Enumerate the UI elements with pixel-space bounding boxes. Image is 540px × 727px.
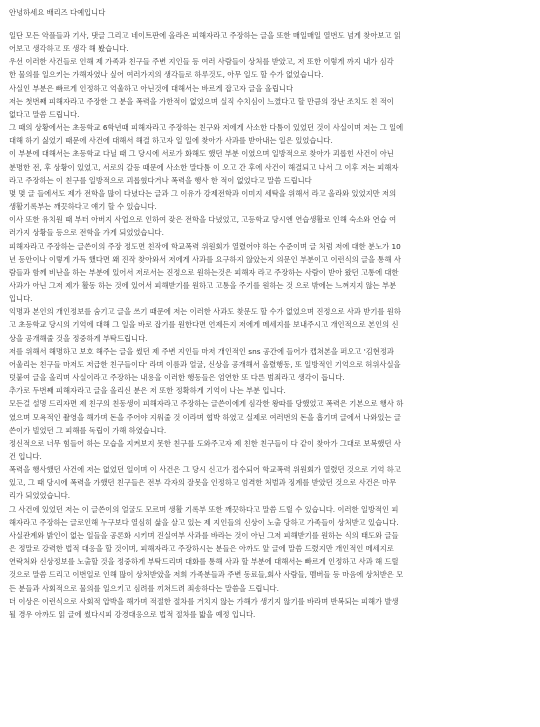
- body-line: 익명과 본인의 개인정보를 숨기고 글을 쓰기 때문에 저는 이러한 사과도 찾문도 할 수가 없었으며 진정으로 사과 받기를 원하: [9, 307, 401, 317]
- body-line: 사실관계와 밝인이 없는 일들을 공론화 시키며 진실여부 사과를 바라는 것이 아닌 그저 피해받기를 원하는 식의 태도와 글들: [9, 530, 399, 540]
- body-line: 것으로 말씀 드리고 이번일로 인해 많이 상처받았을 저희 가족분들과 주변 동료들,회사 사람들, 멤버들 등 마음에 상처받은 모: [9, 570, 404, 580]
- body-line: 해자라고 주장하는 글로인해 누구보다 열심히 삶을 살고 있는 제 지인들의 신상이 노출 당하고 가족들이 상처받고 있습니다.: [9, 517, 399, 527]
- body-line: 추가로 두번째 피해자라고 글을 올리신 분은 저 또한 정확하게 기억이 나는 부분 입니다.: [9, 386, 286, 396]
- body-line: 고 초등학교 당시의 기억에 대해 그 일을 바로 잡기를 원한다면 언제든지 저에게 메세지를 보내주시고 개인적으로 본인의 신: [9, 320, 399, 330]
- body-line: 건 입니다.: [9, 452, 42, 461]
- body-line: 이사 또한 유치원 때 부터 아버지 사업으로 인하여 잦은 전학을 다녔었고, 고등학교 당시엔 연습생활로 인해 숙소와 연습 여: [9, 215, 397, 225]
- body-line: 될 경우 아까도 읽 글에 썼다시피 강경대응으로 법적 절차를 밟을 예정 입니다.: [9, 609, 256, 619]
- body-line: 저를 위해서 해명하고 보호 해주는 글을 썼던 제 주변 지인들 마저 개인적인 sns 공간에 들어가 캡쳐본을 퍼오고 '김현정과: [9, 346, 394, 356]
- body-line: 폭력을 행사했던 사건에 저는 없었던 일이며 이 사건은 그 당시 신고가 접수되어 학교폭력 위원회가 열렸던 것으로 기억 하고: [9, 465, 401, 475]
- body-line: 였으며 모욕적인 촬영을 해가며 돈을 주어야 지워줄 것 이라며 협박 하였고 실제로 여러번의 돈을 흡기며 글에서 나와있는 글: [9, 412, 401, 422]
- body-line: 우선 이러한 사건들로 인해 제 가족과 친구들 주변 지인들 등 여러 사람들이 상처를 받았고, 저 또한 이렇게 까지 내가 심각: [9, 57, 394, 67]
- statement-body: [9, 29, 531, 621]
- body-line: 든 분들과 사회적으로 물의를 일으키고 심려를 끼쳐드려 죄송하다는 말씀을 드립니다.: [9, 583, 279, 593]
- body-line: 피해자라고 주장하는 글쓴이의 주장 정도면 친작에 학교폭력 위원회가 열렸어야 하는 수준이며 글 처럼 저에 대한 분노가 10: [9, 241, 401, 251]
- body-line: 그 때의 상황에서는 초등학교 6학년때 피해자라고 주장하는 친구와 저에게 사소한 다툼이 있었던 것이 사실이며 저는 그 일에: [9, 123, 404, 133]
- body-line: 대해 하기 싫었기 때문에 사건에 대해서 해결 하고자 일 일에 찾아가 사과를 받아내는 일은 있었습니다.: [9, 136, 333, 146]
- body-line: 정신적으로 너무 힘들어 하는 모습을 지켜보지 못한 친구를 도와주고자 제 친한 친구들이 다 같이 찾아가 그대로 보복했던 사: [9, 438, 401, 448]
- body-line: 리가 되었었습니다.: [9, 491, 71, 501]
- body-line: 쓴이가 빌었던 그 피해를 독립이 가해 하였습니다.: [9, 425, 167, 435]
- body-line: 입니다.: [9, 294, 33, 304]
- body-line: 덧붙여 글을 올리며 사실이라고 주장하는 내용을 이러한 행동들은 엄연한 또 다른 범죄라고 생각이 듭니다.: [9, 373, 345, 383]
- body-line: 사과가 아닌 그저 제가 활동 하는 것에 있어서 피해받기를 원하고 고통을 주기를 원하는 것 으로 밖에는 느껴지지 않는 부분: [9, 280, 397, 290]
- body-line: 몇 몇 글 들에서도 제가 전학을 많이 다녔다는 글과 그 이유가 강제전학과 이미지 세탁을 위해서 라고 올라와 있었지만 저의: [9, 188, 397, 198]
- body-line: 생활기록부는 깨끗하다고 얘기 할 수 있습니다.: [9, 202, 157, 212]
- body-line: 어울리는 친구들 마저도 저급한 친구들이다' 라며 이름과 얼굴, 신상을 공개해서 올렸행동, 또 일방적인 기억으로 허위사실을: [9, 359, 401, 369]
- body-line: 어보고 생각하고 또 생각 해 봤습니다.: [9, 44, 129, 54]
- body-line: 사실인 부분은 빠르게 인정하고 억울하고 아닌것에 대해서는 바르게 잡고자 글을 올립니다: [9, 83, 293, 93]
- body-line: 저는 첫번째 피해자라고 주장한 그 분을 폭력을 가한적이 없었으며 실직 수치심이 느꼈다고 할 만큼의 장난 조치도 친 적이: [9, 96, 394, 106]
- body-line: 모든걸 설명 드리자면 제 친구의 친동생이 피해자라고 주장하는 글쓴이에게 심각한 왕따를 당했었고 폭력은 기본으로 행사 하: [9, 399, 404, 409]
- body-line: 은 정말로 강력한 법적 대응을 할 것이며, 피해자라고 주장하시는 분들은 아까도 앞 글에 말씀 드렸지만 개인적인 메세지로: [9, 544, 394, 554]
- body-line: 분명한 전, 후 상황이 있었고, 서로의 갈등 때문에 사소한 말다툼 이 오고 간 후에 사건이 해결되고 나서 그 이후 저는 피해자: [9, 162, 399, 172]
- body-line: 연락처와 신상정보를 노출할 것을 정중하게 부탁드리며 대화를 통해 사과 할 부분에 대해서는 빠르게 인정하고 사과 해 드릴: [9, 557, 399, 567]
- body-line: 더 이상은 이런식으로 사회적 압박을 해가며 적절한 절차를 거치지 않는 가해가 생기지 않기를 바라며 반복되는 피해가 발생: [9, 596, 399, 606]
- body-line: 람들과 함께 비난을 하는 부분에 있어서 저로서는 진정으로 원하는것은 피해자 라고 주장하는 사람이 받아 왔던 고통에 대한: [9, 267, 399, 277]
- body-line: 년 동안이나 이렇게 가득 했다면 왜 진작 찾아와서 저에게 사과를 요구하지 않았는지 의문인 부분이고 이런식의 글을 통해 사: [9, 254, 401, 264]
- body-line: 있고, 그 때 당시에 폭력을 가했던 친구들은 전부 각자의 잘못을 인정하고 엄격한 처벌과 징계를 받았던 것으로 사건은 마무: [9, 478, 397, 488]
- body-line: 라고 주장하는 이 친구를 일방적으로 괴롭혔다거나 폭력을 행사 한 적이 없었다고 말씀 드립니다: [9, 175, 312, 185]
- body-line: 일단 모든 악플들과 기사, 댓글 그리고 네이트판에 올라온 피해자라고 주장하는 글을 또한 매일매일 열번도 넘게 찾아보고 읽: [9, 31, 401, 40]
- body-line: 러가지 상황들 등으로 전학을 가게 되었었습니다.: [9, 228, 164, 238]
- body-line: 한 물의를 일으키는 가해자였나 싶어 여러가지의 생각들로 하루것도, 아무 일도 할 수가 없었습니다.: [9, 70, 324, 80]
- body-line: 없다고 말씀 드립니다.: [9, 109, 80, 119]
- body-line: 이 부분에 대해서는 초등학교 다닐 때 그 당시에 서로가 화해도 했던 부분 이였으며 일방적으로 찾아가 괴롭힌 사건이 아닌: [9, 149, 394, 159]
- body-line: 상을 공개해줄 것을 정중하게 부탁드립니다.: [9, 333, 148, 343]
- body-line: 그 사건에 있었던 저는 이 글쓴이의 얼굴도 모르며 생활 기록부 또한 깨끗하다고 말씀 드릴 수 있습니다. 이러한 일방적인 피: [9, 504, 399, 514]
- greeting-line: 안녕하세요 배리즈 다예입니다: [9, 8, 106, 17]
